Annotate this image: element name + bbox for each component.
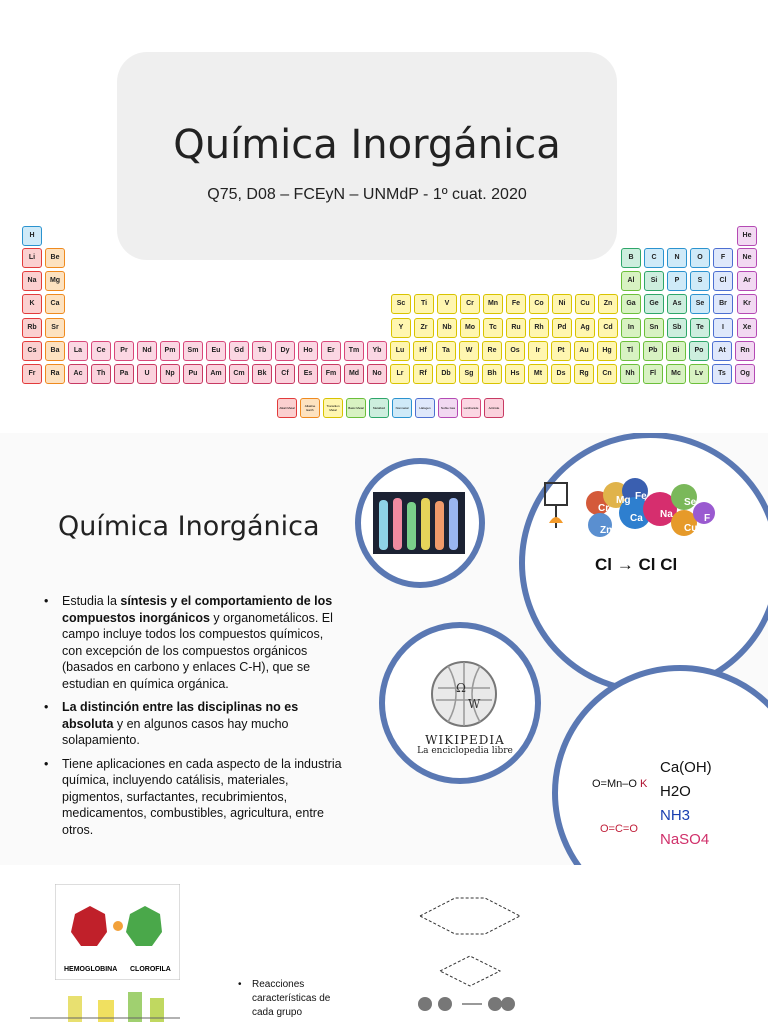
- orbital-diagram: [400, 876, 540, 1024]
- bullet-1-post: y organometálicos. El campo incluye todos los compuestos químicos, con excepción de los compuestos orgánicos (basados en carbono y enlaces C-H), que se estudian en química orgánica.: [62, 610, 333, 691]
- element-ir: Ir: [528, 341, 548, 361]
- element-pu: Pu: [183, 364, 203, 384]
- element-cf: Cf: [275, 364, 295, 384]
- element-ta: Ta: [436, 341, 456, 361]
- slide-intro: [0, 433, 768, 865]
- element-v: V: [437, 294, 457, 314]
- element-no: No: [367, 364, 387, 384]
- element-mg: Mg: [45, 271, 65, 291]
- element-na: Na: [22, 271, 42, 291]
- legend-item: Alkali Metal: [277, 398, 297, 418]
- element-w: W: [459, 341, 479, 361]
- kmno4-k: K: [640, 778, 648, 790]
- element-bi: Bi: [666, 341, 686, 361]
- slide2-bullet-list: [44, 593, 344, 845]
- bullet-3: [44, 756, 344, 839]
- element-mc: Mc: [666, 364, 686, 384]
- element-ds: Ds: [551, 364, 571, 384]
- element-c: C: [644, 248, 664, 268]
- element-u: U: [137, 364, 157, 384]
- legend-item: Transition Metal: [323, 398, 343, 418]
- cl-3: Cl: [660, 555, 678, 574]
- bullet-1: [44, 593, 344, 692]
- element-lv: Lv: [689, 364, 709, 384]
- element-sc: Sc: [391, 294, 411, 314]
- element-rh: Rh: [529, 318, 549, 338]
- element-nd: Nd: [137, 341, 157, 361]
- slide2-title: Química Inorgánica: [58, 511, 320, 542]
- element-eu: Eu: [206, 341, 226, 361]
- element-db: Db: [436, 364, 456, 384]
- periodic-table-legend: [277, 398, 504, 418]
- element-md: Md: [344, 364, 364, 384]
- sphere-label: Cu: [684, 523, 698, 534]
- element-cm: Cm: [229, 364, 249, 384]
- element-be: Be: [45, 248, 65, 268]
- element-ne: Ne: [737, 248, 757, 268]
- legend-item: Nonmetal: [392, 398, 412, 418]
- element-fr: Fr: [22, 364, 42, 384]
- sphere-label: Se: [684, 497, 697, 508]
- element-cr: Cr: [460, 294, 480, 314]
- bullet-3-text: Tiene aplicaciones en cada aspecto de la industria química, incluyendo catálisis, materiales, pigmentos, surfactantes, recubrimientos, medicamentos, combustibles, agricultura, entre otros.: [62, 756, 342, 837]
- element-mo: Mo: [460, 318, 480, 338]
- formula-h2o: H2O: [660, 783, 691, 800]
- element-in: In: [621, 318, 641, 338]
- element-pt: Pt: [551, 341, 571, 361]
- chlorophyll-label: CLOROFILA: [130, 966, 171, 973]
- element-og: Og: [735, 364, 755, 384]
- element-ni: Ni: [552, 294, 572, 314]
- element-am: Am: [206, 364, 226, 384]
- element-ho: Ho: [298, 341, 318, 361]
- slide1-title: Química Inorgánica: [173, 122, 561, 168]
- formula-co2: O=C=O: [600, 823, 638, 835]
- element-s: S: [690, 271, 710, 291]
- element-rb: Rb: [22, 318, 42, 338]
- element-br: Br: [713, 294, 733, 314]
- element-po: Po: [689, 341, 709, 361]
- svg-text:W: W: [468, 697, 481, 711]
- wikipedia-globe-icon: [428, 658, 500, 730]
- test-tubes-image: [373, 492, 465, 554]
- element-pd: Pd: [552, 318, 572, 338]
- element-rf: Rf: [413, 364, 433, 384]
- legend-item: Noble Gas: [438, 398, 458, 418]
- element-sr: Sr: [45, 318, 65, 338]
- element-y: Y: [391, 318, 411, 338]
- element-th: Th: [91, 364, 111, 384]
- element-la: La: [68, 341, 88, 361]
- element-se: Se: [690, 294, 710, 314]
- element-n: N: [667, 248, 687, 268]
- sphere-label: F: [704, 513, 711, 524]
- element-tl: Tl: [620, 341, 640, 361]
- element-lr: Lr: [390, 364, 410, 384]
- slide1-subtitle: Q75, D08 – FCEyN – UNMdP - 1º cuat. 2020: [207, 186, 527, 203]
- element-sn: Sn: [644, 318, 664, 338]
- element-li: Li: [22, 248, 42, 268]
- element-pr: Pr: [114, 341, 134, 361]
- wikipedia-tagline: La enciclopedia libre: [417, 746, 513, 756]
- element-sg: Sg: [459, 364, 479, 384]
- element-mn: Mn: [483, 294, 503, 314]
- element-pm: Pm: [160, 341, 180, 361]
- bullet-2-post: y en algunos casos hay mucho solapamiento.: [62, 716, 289, 747]
- element-au: Au: [574, 341, 594, 361]
- legend-item: Metalloid: [369, 398, 389, 418]
- element-cl: Cl: [713, 271, 733, 291]
- element-pb: Pb: [643, 341, 663, 361]
- element-as: As: [667, 294, 687, 314]
- element-sm: Sm: [183, 341, 203, 361]
- sphere-label: Mg: [616, 495, 631, 506]
- cl-2: Cl: [638, 555, 656, 574]
- element-cu: Cu: [575, 294, 595, 314]
- sphere-label: Fe: [635, 491, 647, 502]
- element-ag: Ag: [575, 318, 595, 338]
- element-pa: Pa: [114, 364, 134, 384]
- element-rn: Rn: [735, 341, 755, 361]
- element-rg: Rg: [574, 364, 594, 384]
- element-ce: Ce: [91, 341, 111, 361]
- element-ba: Ba: [45, 341, 65, 361]
- element-bh: Bh: [482, 364, 502, 384]
- element-zr: Zr: [414, 318, 434, 338]
- element-h: H: [22, 226, 42, 246]
- chlorine-reaction: Cl → Cl Cl: [595, 555, 678, 574]
- element-he: He: [737, 226, 757, 246]
- element-ti: Ti: [414, 294, 434, 314]
- element-fm: Fm: [321, 364, 341, 384]
- element-re: Re: [482, 341, 502, 361]
- element-si: Si: [644, 271, 664, 291]
- element-te: Te: [690, 318, 710, 338]
- svg-text:Ω: Ω: [456, 681, 466, 695]
- legend-item: Lanthanide: [461, 398, 481, 418]
- bullet-2: [44, 699, 344, 749]
- formula-nh3: NH3: [660, 807, 691, 824]
- element-ra: Ra: [45, 364, 65, 384]
- kmno4-mn: Mn: [606, 778, 623, 790]
- element-nb: Nb: [437, 318, 457, 338]
- process-diagram: [30, 988, 180, 1024]
- element-k: K: [22, 294, 42, 314]
- element-ar: Ar: [737, 271, 757, 291]
- element-yb: Yb: [367, 341, 387, 361]
- element-lu: Lu: [390, 341, 410, 361]
- cl-1: Cl: [595, 555, 612, 574]
- element-nh: Nh: [620, 364, 640, 384]
- element-i: I: [713, 318, 733, 338]
- element-fe: Fe: [506, 294, 526, 314]
- legend-item: Halogen: [415, 398, 435, 418]
- element-ts: Ts: [712, 364, 732, 384]
- element-hg: Hg: [597, 341, 617, 361]
- sphere-label: Zn: [600, 525, 613, 536]
- element-hf: Hf: [413, 341, 433, 361]
- slide-reactions: [0, 866, 768, 1024]
- element-tm: Tm: [344, 341, 364, 361]
- element-co: Co: [529, 294, 549, 314]
- legend-item: Alkaline Earth: [300, 398, 320, 418]
- element-tb: Tb: [252, 341, 272, 361]
- sphere-label: Ca: [630, 513, 643, 524]
- lab-glassware-icon: [535, 473, 575, 533]
- element-hs: Hs: [505, 364, 525, 384]
- element-al: Al: [621, 271, 641, 291]
- element-tc: Tc: [483, 318, 503, 338]
- element-ge: Ge: [644, 294, 664, 314]
- formula-kmno4: O=Mn–O K: [592, 778, 648, 790]
- element-bk: Bk: [252, 364, 272, 384]
- element-o: O: [690, 248, 710, 268]
- bullet-1-pre: Estudia la: [62, 594, 121, 608]
- element-ga: Ga: [621, 294, 641, 314]
- element-cs: Cs: [22, 341, 42, 361]
- formula-caoh: Ca(OH): [660, 759, 712, 776]
- bullet-1-bold: síntesis y el comportamiento de los compuestos inorgánicos: [62, 594, 333, 625]
- formula-naso4: NaSO4: [660, 831, 710, 848]
- element-kr: Kr: [737, 294, 757, 314]
- element-b: B: [621, 248, 641, 268]
- slide-title: [0, 0, 768, 432]
- title-card: [117, 52, 617, 260]
- element-zn: Zn: [598, 294, 618, 314]
- element-cn: Cn: [597, 364, 617, 384]
- slide3-bullet: • Reacciones características de cada grupo: [238, 978, 348, 1020]
- element-mt: Mt: [528, 364, 548, 384]
- element-np: Np: [160, 364, 180, 384]
- legend-item: Basic Metal: [346, 398, 366, 418]
- sphere-label: Na: [660, 509, 673, 520]
- element-sb: Sb: [667, 318, 687, 338]
- element-dy: Dy: [275, 341, 295, 361]
- element-fl: Fl: [643, 364, 663, 384]
- wikipedia-wordmark: WIKIPEDIA: [425, 733, 505, 747]
- element-xe: Xe: [737, 318, 757, 338]
- element-p: P: [667, 271, 687, 291]
- bullet-2-bold: La distinción entre las disciplinas no es absoluta: [62, 700, 299, 731]
- element-f: F: [713, 248, 733, 268]
- sphere-label: Cr: [598, 503, 610, 514]
- element-ca: Ca: [45, 294, 65, 314]
- element-gd: Gd: [229, 341, 249, 361]
- slide3-bullet-text: Reacciones características de cada grupo: [252, 979, 331, 1018]
- element-at: At: [712, 341, 732, 361]
- element-er: Er: [321, 341, 341, 361]
- element-cd: Cd: [598, 318, 618, 338]
- hemoglobin-label: HEMOGLOBINA: [64, 966, 118, 973]
- element-os: Os: [505, 341, 525, 361]
- element-es: Es: [298, 364, 318, 384]
- element-ac: Ac: [68, 364, 88, 384]
- legend-item: Actinide: [484, 398, 504, 418]
- element-ru: Ru: [506, 318, 526, 338]
